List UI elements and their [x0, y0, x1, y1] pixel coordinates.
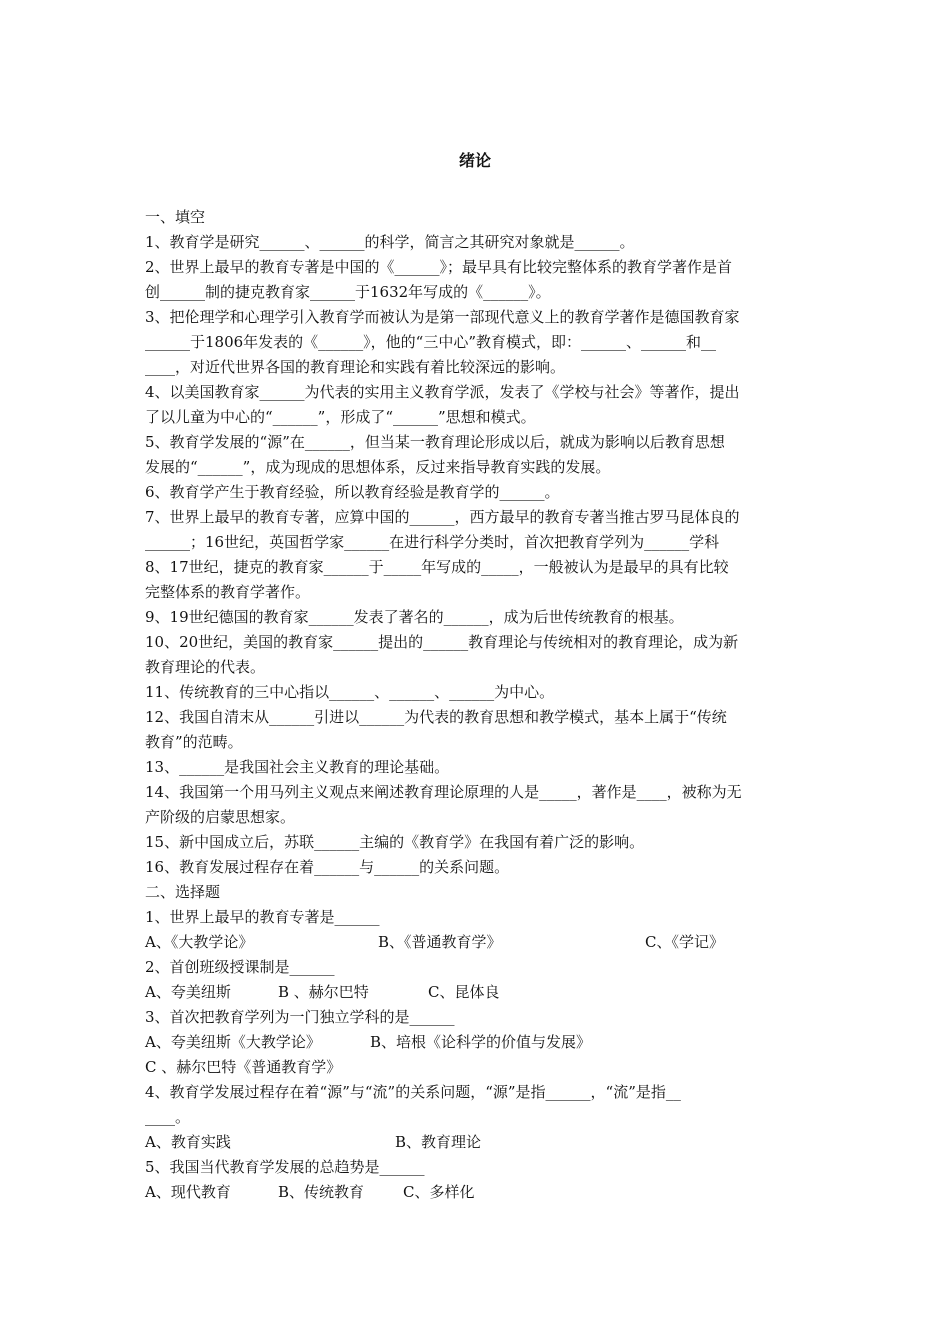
text-line: 5、教育学发展的“源”在______，但当某一教育理论形成以后，就成为影响以后教育思想 [145, 433, 725, 451]
q3-stem: 3、首次把教育学列为一门独立学科的是______ [145, 1008, 455, 1026]
text-line: 6、教育学产生于教育经验，所以教育经验是教育学的______。 [145, 483, 560, 501]
text-line: 一、填空 [145, 208, 206, 226]
page-title: 绪论 [458, 151, 491, 170]
text-line: 1、教育学是研究______、______的科学，简言之其研究对象就是______。 [145, 233, 635, 251]
text-line: 1、世界上最早的教育专著是______ [145, 908, 380, 926]
text-line: 12、我国自清末从______引进以______为代表的教育思想和教学模式，基本上属于“传统 [145, 708, 727, 726]
q5-option-b: B、传统教育 [278, 1183, 365, 1201]
q2-stem: 2、首创班级授课制是______ [145, 958, 335, 976]
text-line: 15、新中国成立后，苏联______主编的《教育学》在我国有着广泛的影响。 [145, 833, 645, 851]
text-line: ______于1806年发表的《______》，他的“三中心”教育模式，即：______、______和__ [145, 333, 717, 351]
text-line: 发展的“______”，成为现成的思想体系，反过来指导教育实践的发展。 [145, 458, 611, 476]
text-line: 10、20世纪，美国的教育家______提出的______教育理论与传统相对的教育理论，成为新 [145, 633, 739, 651]
q2-option-a: A、夸美纽斯 [145, 983, 231, 1001]
text-line: 9、19世纪德国的教育家______发表了著名的______，成为后世传统教育的根基。 [145, 608, 684, 626]
text-lines [145, 205, 810, 930]
q2-option-b: B 、赫尔巴特 [278, 983, 369, 1001]
text-line: ____，对近代世界各国的教育理论和实践有着比较深远的影响。 [145, 358, 566, 376]
q5-stem: 5、我国当代教育学发展的总趋势是______ [145, 1158, 425, 1176]
text-line: 7、世界上最早的教育专著，应算中国的______，西方最早的教育专著当推古罗马昆体良的 [145, 508, 740, 526]
text-line: ______；16世纪，英国哲学家______在进行科学分类时，首次把教育学列为______学科 [145, 533, 720, 551]
text-line: 二、选择题 [145, 883, 221, 901]
q4-options [145, 1130, 810, 1155]
text-line: 8、17世纪，捷克的教育家______于_____年写成的_____，一般被认为是最早的具有比较 [145, 558, 729, 576]
text-line: 完整体系的教育学著作。 [145, 583, 311, 601]
q1-option-a: A、《大教学论》 [145, 933, 254, 951]
q5-option-c: C、多样化 [403, 1183, 475, 1201]
text-line: 产阶级的启蒙思想家。 [145, 808, 296, 826]
q4-option-a: A、教育实践 [145, 1133, 231, 1151]
q3-option-a: A、夸美纽斯《大教学论》 [145, 1033, 321, 1051]
text-line: 3、把伦理学和心理学引入教育学而被认为是第一部现代意义上的教育学著作是德国教育家 [145, 308, 740, 326]
text-line: 2、世界上最早的教育专著是中国的《______》；最早具有比较完整体系的教育学著作是首 [145, 258, 733, 276]
q4-stem-line-1: 4、教育学发展过程存在着“源”与“流”的关系问题，“源”是指______，“流”是指__ [145, 1083, 681, 1101]
q4-stem-line-2: ____。 [145, 1108, 191, 1126]
text-line: 11、传统教育的三中心指以______、______、______为中心。 [145, 683, 555, 701]
q1-option-c: C、《学记》 [645, 933, 724, 951]
text-line: 了以儿童为中心的“______”，形成了“______”思想和模式。 [145, 408, 536, 426]
q3-option-b: B、培根《论科学的价值与发展》 [370, 1033, 592, 1051]
q5-options [145, 1180, 810, 1205]
text-line: 创______制的捷克教育家______于1632年写成的《______》。 [145, 283, 551, 301]
text-line: 14、我国第一个用马列主义观点来阐述教育理论原理的人是_____，著作是____，被称为无 [145, 783, 742, 801]
text-line: 教育理论的代表。 [145, 658, 266, 676]
text-line: 教育”的范畴。 [145, 733, 243, 751]
q2-options [145, 980, 810, 1005]
q3-option-c: C 、赫尔巴特《普通教育学》 [145, 1058, 342, 1076]
text-line: 16、教育发展过程存在着______与______的关系问题。 [145, 858, 510, 876]
q4-option-b: B、教育理论 [395, 1133, 482, 1151]
document-body [145, 205, 810, 1205]
q2-option-c: C、昆体良 [428, 983, 500, 1001]
q1-option-b: B、《普通教育学》 [378, 933, 502, 951]
text-line: 13、______是我国社会主义教育的理论基础。 [145, 758, 450, 776]
q3-options [145, 1030, 810, 1055]
q1-options [145, 930, 810, 955]
q5-option-a: A、现代教育 [145, 1183, 231, 1201]
text-line: 4、以美国教育家______为代表的实用主义教育学派，发表了《学校与社会》等著作，提出 [145, 383, 740, 401]
